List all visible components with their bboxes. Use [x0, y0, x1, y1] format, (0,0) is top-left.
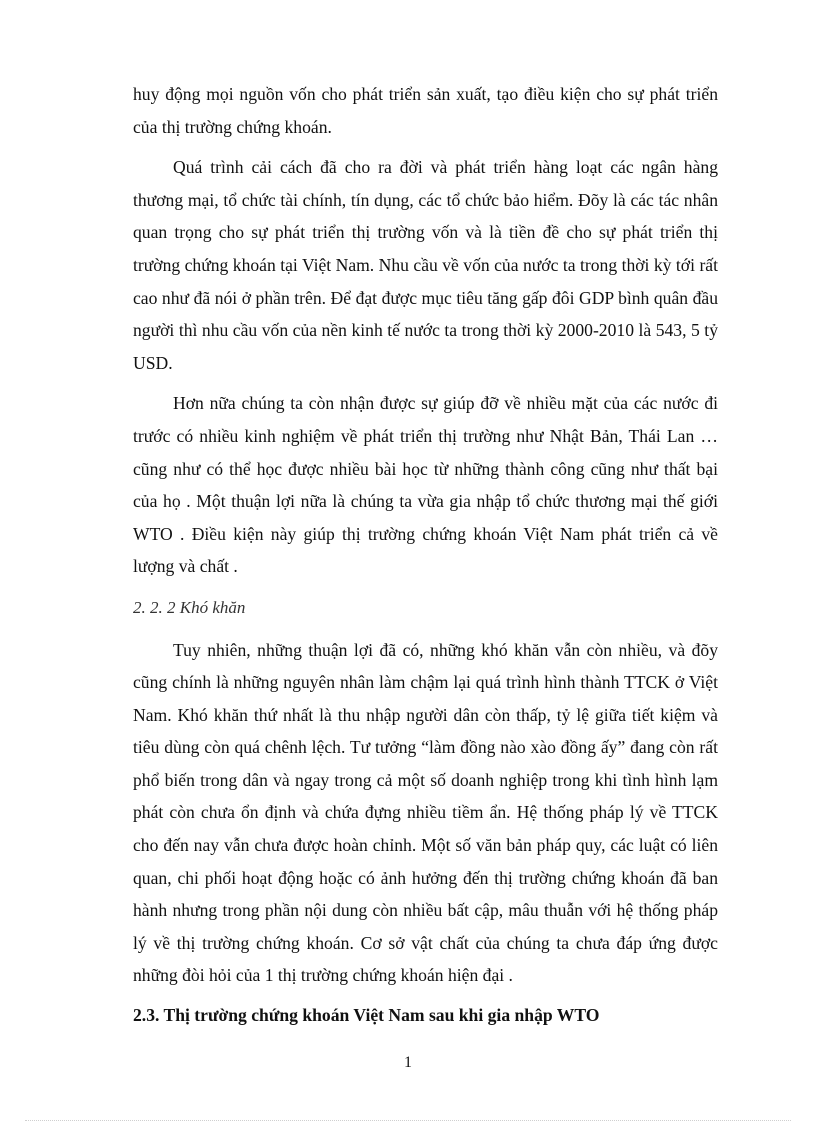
paragraph-international-support: Hơn nữa chúng ta còn nhận được sự giúp đỡ về nhiều mặt của các nước đi trước có nhiều kinh nghiệm về phát triển thị trường như Nhật Bản, Thái Lan … cũng như có thể học được nhiều bài học từ những thành công cũng như thất bại của họ . Một thuận lợi nữa là chúng ta vừa gia nhập tổ chức thương mại thế giới WTO . Điều kiện này giúp thị trường chứng khoán Việt Nam phát triển cả về lượng và chất . — [133, 393, 718, 577]
document-body — [133, 78, 718, 1032]
paragraph-reform: Quá trình cải cách đã cho ra đời và phát triển hàng loạt các ngân hàng thương mại, tổ chức tài chính, tín dụng, các tổ chức bảo hiểm. Đõy là các tác nhân quan trọng cho sự phát triển thị trường vốn và là tiền đề cho sự phát triển thị trường chứng khoán tại Việt Nam. Nhu cầu về vốn của nước ta trong thời kỳ tới rất cao như đã nói ở phần trên. Để đạt được mục tiêu tăng gấp đôi GDP bình quân đầu người thì nhu cầu vốn của nền kinh tế nước ta trong thời kỳ 2000-2010 là 543, 5 tỷ USD. — [133, 157, 718, 373]
section-heading: 2.3. Thị trường chứng khoán Việt Nam sau khi gia nhập WTO — [133, 1005, 600, 1026]
paragraph-continuation: huy động mọi nguồn vốn cho phát triển sản xuất, tạo điều kiện cho sự phát triển của thị trường chứng khoán. — [133, 84, 718, 137]
paragraph-difficulties: Tuy nhiên, những thuận lợi đã có, những khó khăn vẫn còn nhiều, và đõy cũng chính là những nguyên nhân làm chậm lại quá trình hình thành TTCK ở Việt Nam. Khó khăn thứ nhất là thu nhập người dân còn thấp, tỷ lệ giữa tiết kiệm và tiêu dùng còn quá chênh lệch. Tư tưởng “làm đồng nào xào đồng ấy” đang còn rất phổ biến trong dân và ngay trong cả một số doanh nghiệp trong khi tình hình lạm phát còn chưa ổn định và chứa đựng nhiều tiềm ẩn. Hệ thống pháp lý về TTCK cho đến nay vẫn chưa được hoàn chỉnh. Một số văn bản pháp quy, các luật có liên quan, chi phối hoạt động hoặc có ảnh hưởng đến thị trường chứng khoán đã ban hành nhưng trong phần nội dung còn nhiều bất cập, mâu thuẫn với hệ thống pháp lý về thị trường chứng khoán. Cơ sở vật chất của chúng ta chưa đáp ứng được những đòi hỏi của 1 thị trường chứng khoán hiện đại . — [133, 639, 718, 986]
page-number: 1 — [404, 1054, 412, 1071]
subsection-heading: 2. 2. 2 Khó khăn — [133, 597, 246, 617]
page-bottom-divider — [25, 1120, 791, 1121]
